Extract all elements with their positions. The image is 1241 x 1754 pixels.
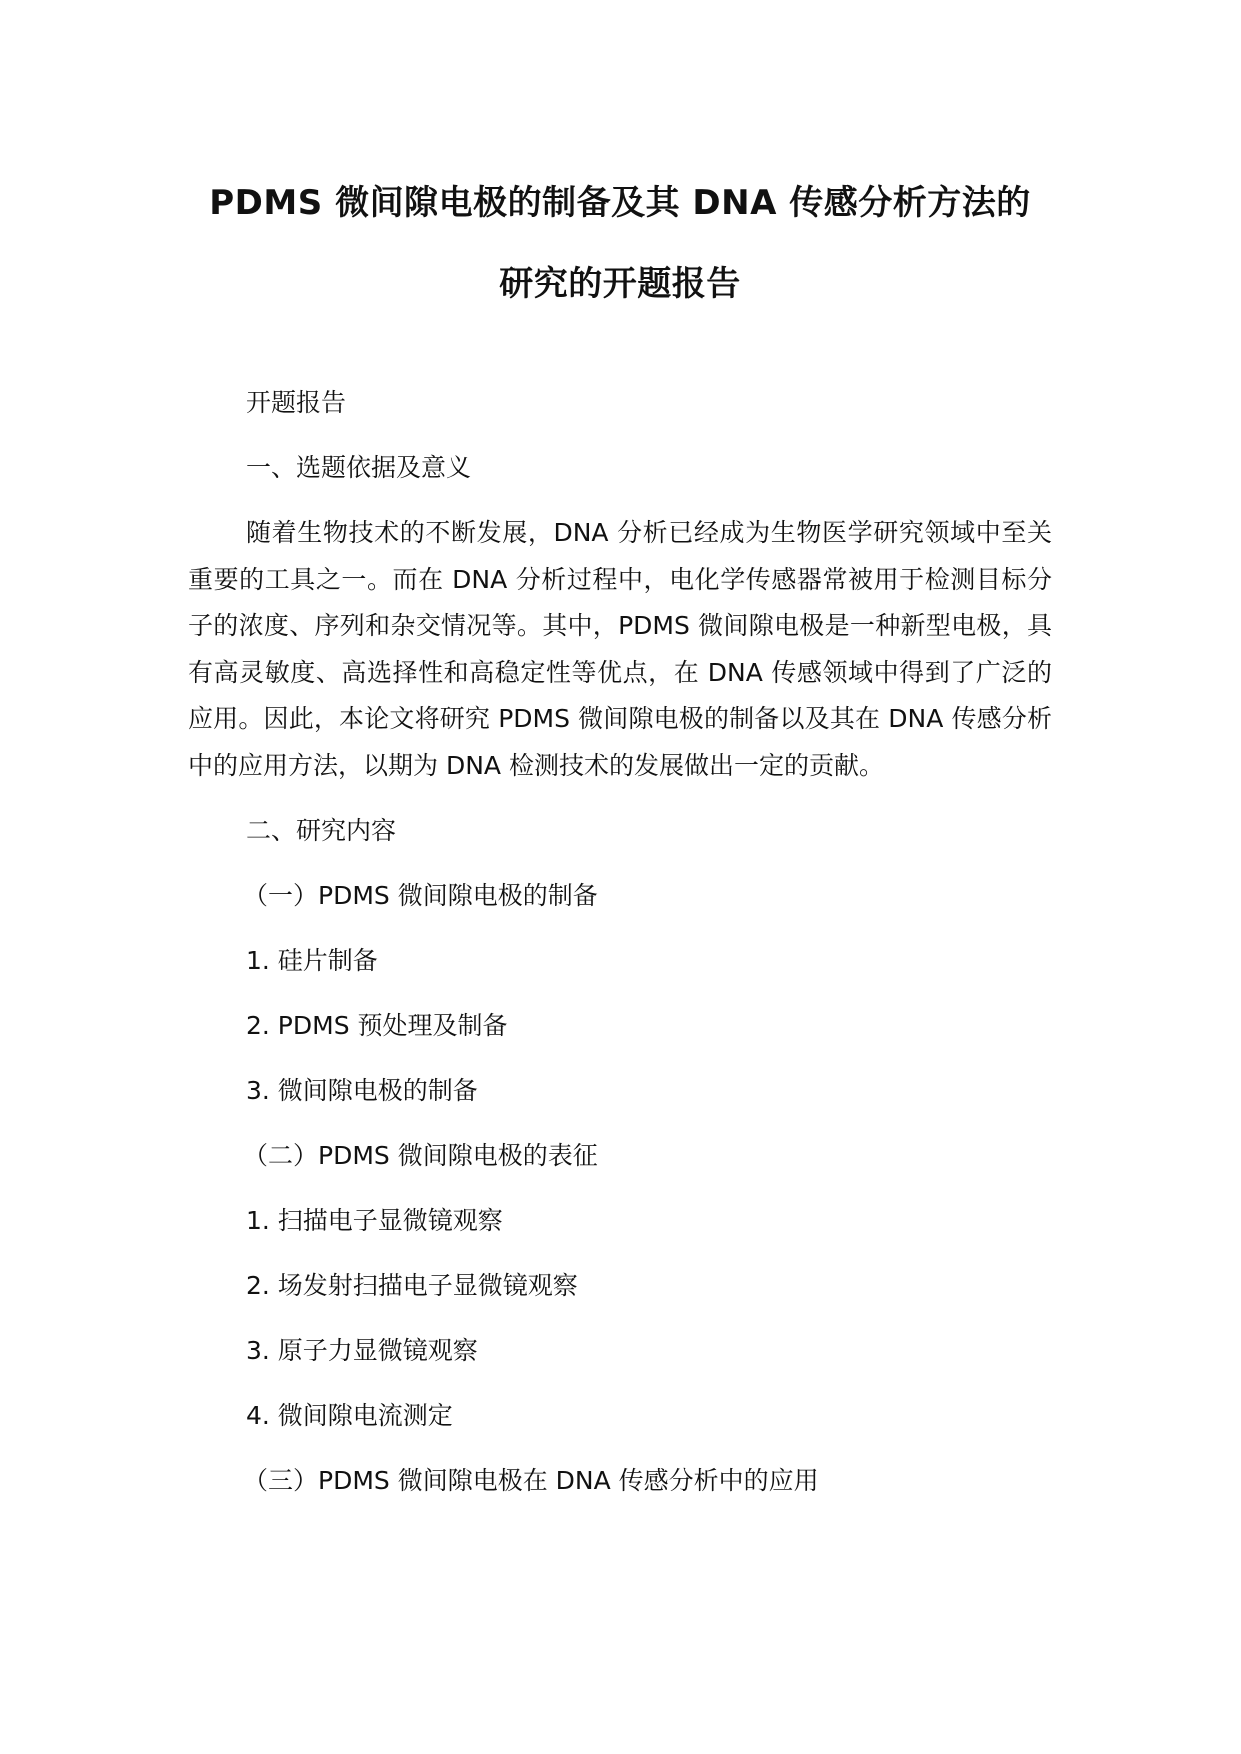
section-heading-proposal: 开题报告 [246, 388, 347, 417]
subsection-heading-application: （三）PDMS 微间隙电极在 DNA 传感分析中的应用 [243, 1466, 819, 1495]
list-item: 3. 原子力显微镜观察 [246, 1336, 478, 1365]
subsection-heading-characterization: （二）PDMS 微间隙电极的表征 [243, 1141, 598, 1170]
document-title-line-1: PDMS 微间隙电极的制备及其 DNA 传感分析方法的 [209, 183, 1031, 223]
document-body [188, 380, 1052, 1523]
list-item: 1. 扫描电子显微镜观察 [246, 1206, 503, 1235]
paragraph-background: 随着生物技术的不断发展，DNA 分析已经成为生物医学研究领域中至关重要的工具之一。而在 DNA 分析过程中，电化学传感器常被用于检测目标分子的浓度、序列和杂交情况等。其中，PDMS 微间隙电极是一种新型电极，具有高灵敏度、高选择性和高稳定性等优点，在 DNA 传感领域中得到了广泛的应用。因此，本论文将研究 PDMS 微间隙电极的制备以及其在 DNA 传感分析中的应用方法，以期为 DNA 检测技术的发展做出一定的贡献。 [188, 518, 1052, 780]
list-item: 2. 场发射扫描电子显微镜观察 [246, 1271, 578, 1300]
list-item: 1. 硅片制备 [246, 946, 378, 975]
document-title-line-2: 研究的开题报告 [499, 264, 741, 304]
section-heading-content: 二、研究内容 [246, 816, 397, 845]
subsection-heading-preparation: （一）PDMS 微间隙电极的制备 [243, 881, 598, 910]
list-item: 2. PDMS 预处理及制备 [246, 1011, 508, 1040]
list-item: 3. 微间隙电极的制备 [246, 1076, 478, 1105]
section-heading-basis: 一、选题依据及意义 [246, 453, 472, 482]
list-item: 4. 微间隙电流测定 [246, 1401, 453, 1430]
